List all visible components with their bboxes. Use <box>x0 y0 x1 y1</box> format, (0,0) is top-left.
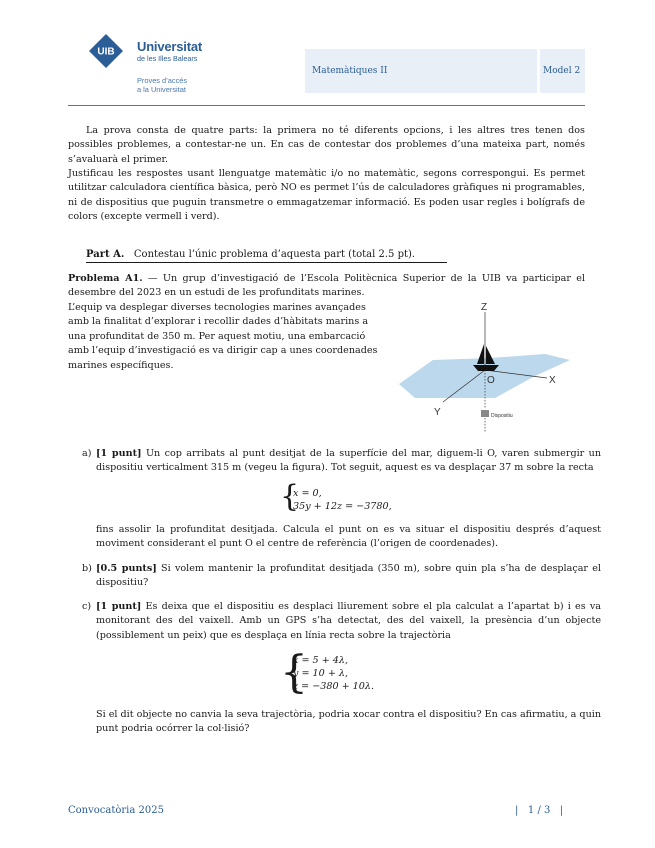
university-title: Universitat <box>137 39 202 54</box>
part-a-label: Part A. <box>86 249 125 260</box>
item-a-points: [1 punt] <box>96 448 142 459</box>
footer-page-number: | 1 / 3 | <box>515 805 564 816</box>
footer-session: Convocatòria 2025 <box>68 805 164 816</box>
university-subtitle: de les Illes Balears <box>137 54 198 63</box>
item-a-after: fins assolir la profunditat desitjada. Calcula el punt on es va situar el dispositiu després d’aquest moviment considerant el punt O el centre de referència (l’origen de coordenades). <box>96 524 601 550</box>
problem-lead: — Un grup d’investigació de l’Escola Politècnica Superior de la UIB va participar el desembre del 2023 en un estudi de les profunditats marines. <box>68 273 585 299</box>
y-axis-label: Y <box>434 407 441 418</box>
uib-logo-icon <box>88 33 124 69</box>
system-2 <box>293 654 374 693</box>
device-icon <box>481 410 489 417</box>
sea-figure <box>395 298 575 436</box>
item-c-label: c) <box>82 601 92 612</box>
item-b <box>82 562 601 591</box>
system-1-eq-2: 35y + 12z = −3780, <box>293 501 392 512</box>
origin-label: O <box>487 375 495 386</box>
system-2-eq-1: x = 5 + 4λ, <box>293 655 349 666</box>
system-2-brace: { <box>280 647 308 698</box>
header-divider <box>68 105 585 106</box>
system-2-eq-3: z = −380 + 10λ. <box>293 681 375 692</box>
boat-icon <box>473 344 499 371</box>
item-b-points: [0.5 punts] <box>96 563 157 574</box>
item-c <box>82 600 601 643</box>
intro-paragraph-2: Justificau les respostes usant llenguatge matemàtic i/o no matemàtic, segons correspongui. Es permet utilitzar calculadora científica bàsica, però NO es permet l’ús de calculadores gràfiques ni programables, ni de dispositius que puguin transmetre o emmagatzemar informació. Es poden usar regles i bolígrafs de colors (excepte vermell i verd). <box>68 168 585 223</box>
item-c-after: Si el dit objecte no canvia la seva trajectòria, podria xocar contra el dispositiu? En cas afirmatiu, a quin punt podria ocórrer la col·lisió? <box>96 709 602 735</box>
problem-title: Problema A1. <box>68 273 143 284</box>
problem-heading <box>68 272 585 301</box>
system-1-brace: { <box>280 479 300 514</box>
part-a-underline <box>86 262 447 263</box>
proves-acces-label <box>137 76 187 94</box>
system-2-eq-2: y = 10 + λ, <box>293 668 349 679</box>
device-label: Dispositiu <box>491 413 513 419</box>
x-axis-label: X <box>549 375 556 386</box>
item-a-label: a) <box>82 448 92 459</box>
item-a <box>82 447 601 476</box>
item-c-text: Es deixa que el dispositiu es desplaci lliurement sobre el pla calculat a l’apartat b) i es va monitorant des del vaixell. Amb un GPS s’ha detectat, des del vaixell, la presència d’un objecte (possiblement un peix) que es desplaça en línia recta sobre la trajectòria <box>96 601 601 641</box>
model-header: Model 2 <box>540 49 585 93</box>
sea-surface <box>399 354 570 398</box>
system-1-eq-1: x = 0, <box>293 488 322 499</box>
system-1 <box>293 487 392 513</box>
z-axis-label: Z <box>481 302 488 313</box>
problem-body: L’equip va desplegar diverses tecnologies marines avançades amb la finalitat d’explorar i recollir dades d’hàbitats marins a una profunditat de 350 m. Per aquest motiu, una embarcació amb l’equip d’investigació es va dirigir cap a unes coordenades marines específiques. <box>68 302 378 371</box>
part-a-heading <box>86 249 415 260</box>
logo-letters: UIB <box>97 46 115 58</box>
item-b-label: b) <box>82 563 92 574</box>
item-b-text: Si volem mantenir la profunditat desitjada (350 m), sobre quin pla s’ha de desplaçar el dispositiu? <box>96 563 601 589</box>
intro-paragraph-1: La prova consta de quatre parts: la primera no té diferents opcions, i les altres tres tenen dos possibles problemes, a contestar-ne un. En cas de contestar dos problemes d’una mateixa part, només s’avaluarà el primer. <box>68 125 585 165</box>
item-c-points: [1 punt] <box>96 601 142 612</box>
proves-line-1: Proves d’accés <box>137 76 188 85</box>
proves-line-2: a la Universitat <box>137 85 186 94</box>
part-a-instruction: Contestau l’únic problema d’aquesta part (total 2.5 pt). <box>133 249 416 260</box>
item-a-text: Un cop arribats al punt desitjat de la superfície del mar, diguem-li O, varen submergir un dispositiu verticalment 315 m (vegeu la figura). Tot seguit, aquest es va desplaçar 37 m sobre la recta <box>96 448 601 474</box>
subject-header: Matemàtiques II <box>305 49 537 93</box>
